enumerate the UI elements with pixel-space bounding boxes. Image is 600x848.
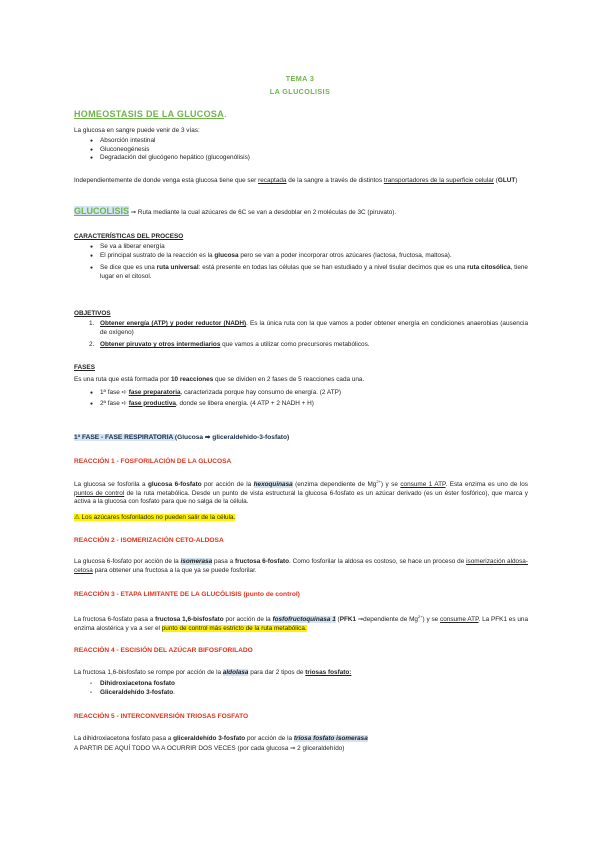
list-number: 2. bbox=[89, 341, 95, 349]
text: OBJETIVOS bbox=[74, 310, 111, 317]
text: hexoquinasa bbox=[253, 481, 293, 489]
text: isomerización aldosa-cetosa bbox=[74, 558, 528, 574]
text: pero se van a poder incorporar otros azúcares (lactosa, fructosa, maltosa). bbox=[238, 251, 452, 259]
text: consume ATP bbox=[440, 616, 479, 624]
text: . bbox=[173, 688, 175, 696]
text: CARACTERÍSTICAS DEL PROCESO bbox=[74, 233, 184, 240]
list-item bbox=[74, 320, 528, 337]
text: de la sangre a través de distintos bbox=[286, 177, 384, 184]
text: REACCIÓN 3 - ETAPA LIMITANTE DE LA GLUCÓLISIS (punto de control) bbox=[74, 591, 300, 598]
text: ) y se bbox=[422, 616, 441, 624]
text: Obtener piruvato y otros intermediarios bbox=[100, 341, 221, 349]
text: (Glucosa ➡ gliceraldehido-3-fosfato) bbox=[174, 434, 290, 441]
text: puntos de control bbox=[74, 489, 125, 497]
text: glucosa bbox=[214, 251, 239, 259]
text: pasa a bbox=[212, 558, 236, 565]
list-item bbox=[74, 341, 528, 350]
r4-paragraph bbox=[74, 669, 528, 678]
text: por acción de la bbox=[245, 735, 294, 742]
text: : está presente en todas las células que se han estudiado y a nivel tisular decimos que es una bbox=[198, 264, 468, 272]
text: isomerasa bbox=[180, 558, 213, 565]
text: , donde se libera energía. (4 ATP + 2 NADH + H) bbox=[175, 399, 314, 407]
r3-paragraph bbox=[74, 613, 528, 633]
r2-paragraph bbox=[74, 558, 528, 575]
text: El principal sustrato de la reacción es la bbox=[100, 251, 215, 259]
text: Es una ruta que está formada por bbox=[74, 376, 171, 383]
r1-paragraph bbox=[74, 478, 528, 507]
fases-list bbox=[74, 389, 528, 408]
r2-heading bbox=[74, 537, 528, 546]
r3-heading bbox=[74, 591, 528, 600]
text: fase preparatoria bbox=[128, 389, 181, 396]
text: 1ª fase ➪ bbox=[100, 389, 129, 396]
text: 2+ bbox=[376, 479, 381, 484]
text: Se dice que es una bbox=[100, 264, 157, 272]
text: La glucosa 6-fosfato por acción de la bbox=[74, 558, 181, 565]
text: Obtener energía (ATP) y poder reductor (NADH) bbox=[100, 320, 247, 327]
text: por acción de la bbox=[223, 616, 273, 624]
r5-paragraph bbox=[74, 735, 528, 744]
r1-heading bbox=[74, 458, 528, 467]
list-item: ● Degradación del glucógeno hepático (glucogenólisis) bbox=[74, 154, 528, 163]
homeostasis-paragraph bbox=[74, 177, 528, 186]
warning-note: ⚠ Los azúcares fosforilados no pueden salir de la célula. bbox=[74, 514, 236, 521]
heading-dot: . bbox=[224, 109, 227, 119]
objetivos-list bbox=[74, 320, 528, 350]
text: REACCIÓN 2 - ISOMERIZACIÓN CETO-ALDOSA bbox=[74, 537, 224, 544]
list-item bbox=[74, 264, 528, 281]
fases-intro bbox=[74, 376, 528, 385]
list-item: ● Gluconeogénesis bbox=[74, 146, 528, 155]
text: Gliceraldehído 3-fosfato bbox=[100, 688, 174, 696]
text: La glucosa se fosforila a bbox=[74, 481, 149, 489]
text: fase productiva bbox=[128, 399, 176, 407]
text: que vamos a utilizar como precursores metabólicos. bbox=[220, 341, 370, 349]
text: punto de control más estricto de la ruta metabólica. bbox=[161, 624, 307, 632]
text: REACCIÓN 5 - INTERCONVERSIÓN TRIOSAS FOSFATO bbox=[74, 713, 249, 720]
text: ➞ Ruta mediante la cual azúcares de 6C se van a desdoblar en 2 moléculas de 3C (piruvato). bbox=[129, 209, 397, 216]
list-item bbox=[74, 400, 528, 409]
list-number: 1. bbox=[89, 320, 95, 327]
text: triosas fosfato: bbox=[305, 669, 352, 676]
text: GLUT bbox=[497, 177, 516, 184]
text: ) y se bbox=[380, 481, 401, 489]
doc-title-line1: TEMA 3 bbox=[285, 74, 315, 83]
text: aldolasa bbox=[222, 669, 249, 676]
list-item: ● Absorción intestinal bbox=[74, 137, 528, 146]
text: triosa fosfato isomerasa bbox=[293, 735, 368, 742]
text: ( bbox=[493, 177, 498, 184]
fase1-heading bbox=[74, 434, 528, 443]
caracteristicas-heading bbox=[74, 233, 528, 242]
text: consume 1 ATP bbox=[400, 481, 446, 489]
objetivos-heading bbox=[74, 310, 528, 319]
text: Dihidroxiacetona fosfato bbox=[100, 680, 175, 687]
text: fructosa 6-fosfato bbox=[235, 558, 290, 565]
text: ruta citosólica bbox=[467, 264, 511, 272]
text: glucosa 6-fosfato bbox=[148, 481, 202, 489]
doc-title-line2: LA GLUCOLISIS bbox=[269, 87, 331, 96]
text: La fructosa 6-fosfato pasa a bbox=[74, 616, 156, 624]
r4-list bbox=[74, 680, 528, 697]
text: ) bbox=[515, 177, 518, 184]
text: , tiene lugar en el citosol. bbox=[100, 264, 528, 280]
homeostasis-list bbox=[74, 137, 528, 163]
homeostasis-title: HOMEOSTASIS DE LA GLUCOSA bbox=[74, 109, 225, 119]
text: 1ª FASE - FASE RESPIRATORIA bbox=[74, 434, 175, 441]
list-item bbox=[74, 680, 528, 689]
homeostasis-heading bbox=[74, 110, 528, 121]
list-item bbox=[74, 389, 528, 398]
text: . Como fosforilar la aldosa es costoso, se hace un proceso de bbox=[289, 558, 467, 565]
caracteristicas-list bbox=[74, 243, 528, 281]
text: ➞dependiente de Mg bbox=[356, 616, 418, 624]
text: REACCIÓN 4 - ESCISIÓN DEL AZÚCAR BIFOSFORILADO bbox=[74, 647, 253, 654]
text: para dar 2 tipos de bbox=[248, 669, 306, 676]
text: . Es la única ruta con la que vamos a poder obtener energía en condiciones anaerobias (ausencia de oxígeno) bbox=[100, 320, 528, 336]
r5-heading bbox=[74, 713, 528, 722]
glucolisis-word: GLUCOLISIS bbox=[74, 206, 130, 216]
r5-note: A PARTIR DE AQUÍ TODO VA A OCURRIR DOS VECES (por cada glucosa ➞ 2 gliceraldehído) bbox=[74, 745, 345, 752]
text: La dihidroxiacetona fosfato pasa a bbox=[74, 735, 174, 742]
text: para obtener una fructosa a la que ya se puede fosforilar. bbox=[92, 566, 257, 574]
text: recaptada bbox=[258, 177, 287, 184]
text: fosfofructoquinasa 1 bbox=[272, 616, 336, 624]
list-item bbox=[74, 252, 528, 261]
text: gliceraldehído 3-fosfato bbox=[173, 735, 246, 742]
text: de la ruta metabólica. Desde un punto de vista estructural la glucosa 6-fosfato es un azúcar derivado (es un éster fosfórico), que marca y activa a la glucosa con fosfato para que no salga de la célula. bbox=[74, 489, 528, 506]
list-item: ● Se va a liberar energía bbox=[74, 243, 528, 252]
text: . La PFK1 es una enzima alostérica y va a ser el bbox=[74, 616, 529, 632]
text: 2+ bbox=[417, 614, 423, 619]
text: FASES bbox=[74, 364, 95, 371]
glucolisis-definition bbox=[74, 207, 528, 218]
text: ruta universal bbox=[156, 264, 199, 272]
text: , caracterizada porque hay consumo de energía. (2 ATP) bbox=[180, 389, 341, 396]
text: REACCIÓN 1 - FOSFORILACIÓN DE LA GLUCOSA bbox=[74, 458, 232, 465]
text: (enzima dependiente de Mg bbox=[292, 481, 377, 489]
homeostasis-intro: La glucosa en sangre puede venir de 3 vías: bbox=[74, 127, 200, 134]
text: fructosa 1,6-bisfosfato bbox=[155, 616, 224, 624]
text: PFK1 bbox=[339, 616, 357, 624]
text: . Esta enzima es uno de los bbox=[445, 481, 528, 489]
text: 10 reacciones bbox=[170, 376, 214, 383]
text: La fructosa 1,6-bisfosfato se rompe por acción de la bbox=[74, 669, 223, 676]
fases-heading bbox=[74, 364, 528, 373]
text: ( bbox=[335, 616, 340, 624]
r1-note bbox=[74, 514, 528, 523]
text: que se dividen en 2 fases de 5 reacciones cada una. bbox=[213, 376, 365, 383]
r4-heading bbox=[74, 647, 528, 656]
text: transportadores de la superficie celular bbox=[383, 177, 494, 184]
text: por acción de la bbox=[201, 481, 254, 489]
list-item bbox=[74, 689, 528, 698]
text: Independientemente de donde venga esta glucosa tiene que ser bbox=[74, 177, 259, 184]
text: 2ª fase ➪ bbox=[100, 399, 129, 407]
